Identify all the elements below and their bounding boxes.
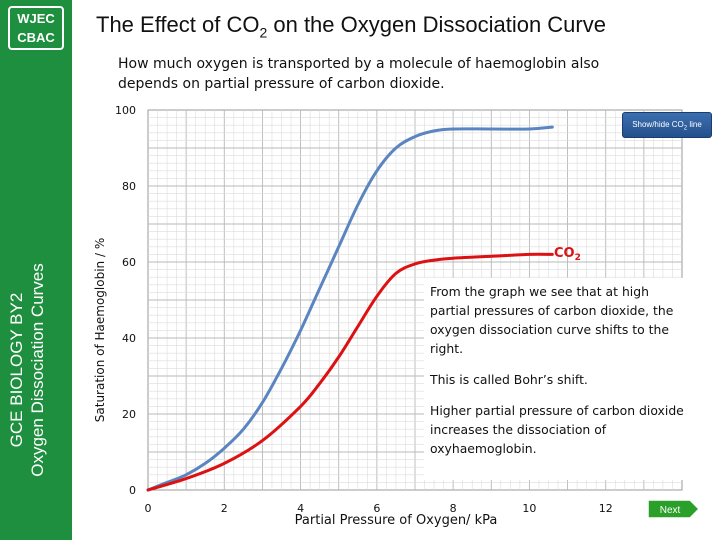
x-tick-label: 4: [297, 502, 305, 515]
x-tick-label: 12: [598, 502, 613, 515]
slide-title-rest: on the Oxygen Dissociation Curve: [267, 12, 606, 37]
slide-subtitle: How much oxygen is transported by a molecule of haemoglobin also depends on partial pressure of carbon dioxide.: [118, 56, 600, 92]
course-title-line-1: GCE BIOLOGY BY2: [7, 292, 26, 448]
showhide-label-main: Show/hide CO: [632, 120, 684, 129]
co2-label-subscript: 2: [574, 253, 581, 263]
logo-line-2: CBAC: [17, 30, 55, 45]
explanation-paragraph-2: This is called Bohr’s shift.: [430, 372, 588, 387]
y-axis-label: Saturation of Haemoglobin / %: [93, 237, 107, 423]
x-tick-label: 10: [522, 502, 537, 515]
y-tick-label: 40: [122, 332, 136, 345]
showhide-label-subscript: 2: [683, 125, 688, 132]
y-tick-label: 100: [115, 104, 136, 117]
x-tick-label: 6: [373, 502, 381, 515]
y-tick-label: 20: [122, 408, 136, 421]
show-hide-co2-button[interactable]: [622, 112, 712, 138]
next-button[interactable]: [648, 498, 700, 520]
explanation-paragraph-3: Higher partial pressure of carbon dioxide increases the dissociation of oxyhaemoglobin.: [430, 403, 684, 456]
slide-title-main: The Effect of CO: [96, 12, 260, 37]
y-tick-label: 60: [122, 256, 136, 269]
logo-line-1: WJEC: [17, 11, 55, 26]
co2-label-main: CO: [554, 246, 575, 261]
explanation-paragraph-1: From the graph we see that at high partial pressures of carbon dioxide, the oxygen dissociation curve shifts to the right.: [430, 284, 674, 356]
y-tick-label: 0: [129, 484, 136, 497]
course-title-line-2: Oxygen Dissociation Curves: [28, 263, 47, 477]
showhide-label-rest: line: [687, 120, 702, 129]
x-tick-label: 8: [449, 502, 457, 515]
x-tick-label: 2: [220, 502, 228, 515]
explanation-box: [424, 278, 692, 480]
x-tick-label: 0: [144, 502, 152, 515]
y-tick-label: 80: [122, 180, 136, 193]
x-axis-label: Partial Pressure of Oxygen/ kPa: [294, 513, 498, 528]
slide-title-subscript: 2: [259, 24, 268, 41]
next-label: Next: [659, 505, 681, 516]
